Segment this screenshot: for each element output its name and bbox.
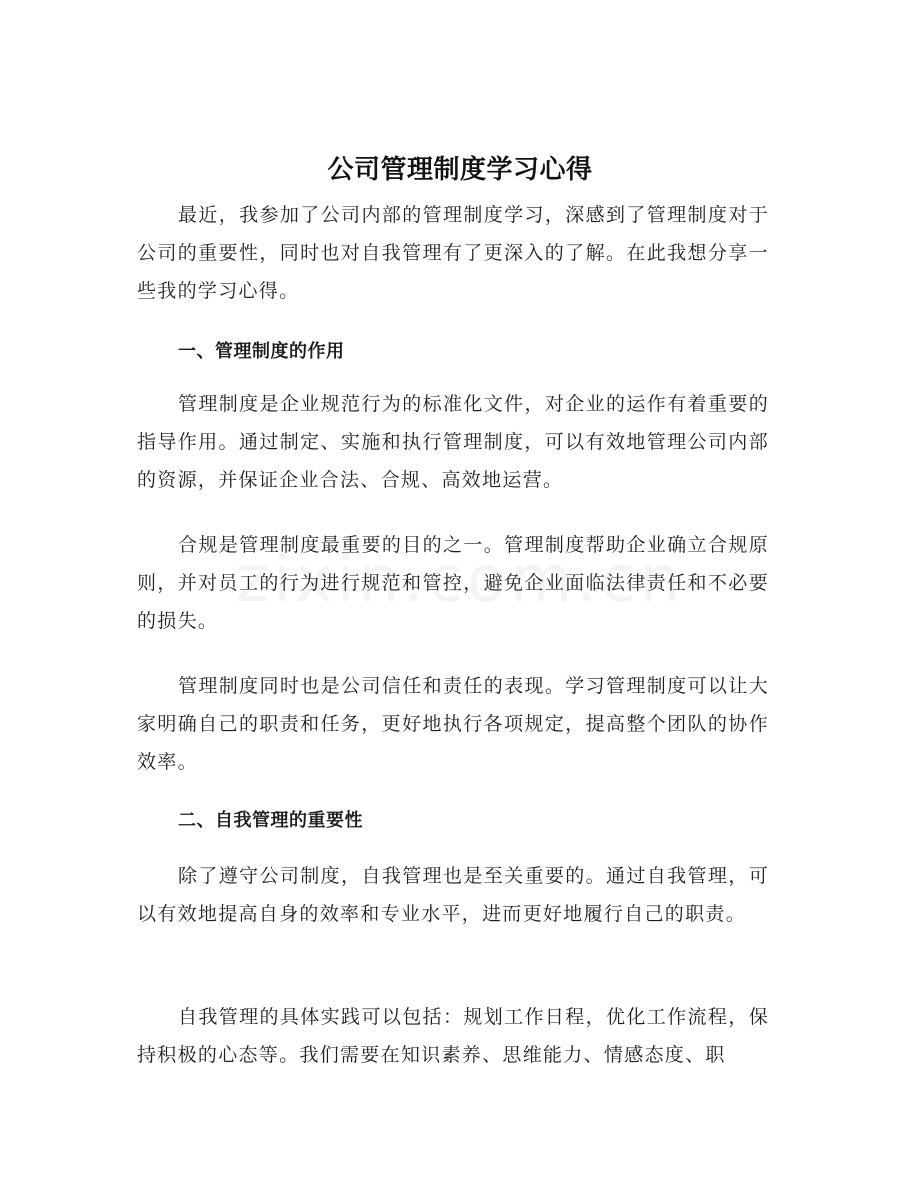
section-1-paragraph-1: 管理制度是企业规范行为的标准化文件，对企业的运作有着重要的指导作用。通过制定、实施和执行管理制度，可以有效地管理公司内部的资源，并保证企业合法、合规、高效地运营。 [137, 393, 769, 491]
intro-paragraph: 最近，我参加了公司内部的管理制度学习，深感到了管理制度对于公司的重要性，同时也对自我管理有了更深入的了解。在此我想分享一些我的学习心得。 [137, 204, 769, 302]
section-2-heading: 二、自我管理的重要性 [178, 810, 363, 831]
document-title: 公司管理制度学习心得 [327, 155, 593, 185]
section-1-paragraph-3: 管理制度同时也是公司信任和责任的表现。学习管理制度可以让大家明确自己的职责和任务，更好地执行各项规定，提高整个团队的协作效率。 [137, 675, 769, 773]
section-1-heading: 一、管理制度的作用 [178, 341, 345, 362]
section-1-paragraph-2: 合规是管理制度最重要的目的之一。管理制度帮助企业确立合规原则，并对员工的行为进行规范和管控，避免企业面临法律责任和不必要的损失。 [137, 534, 769, 632]
section-2-paragraph-2: 自我管理的具体实践可以包括：规划工作日程，优化工作流程，保持积极的心态等。我们需要在知识素养、思维能力、情感态度、职 [137, 1006, 769, 1066]
section-2-paragraph-1: 除了遵守公司制度，自我管理也是至关重要的。通过自我管理，可以有效地提高自身的效率和专业水平，进而更好地履行自己的职责。 [137, 865, 769, 925]
